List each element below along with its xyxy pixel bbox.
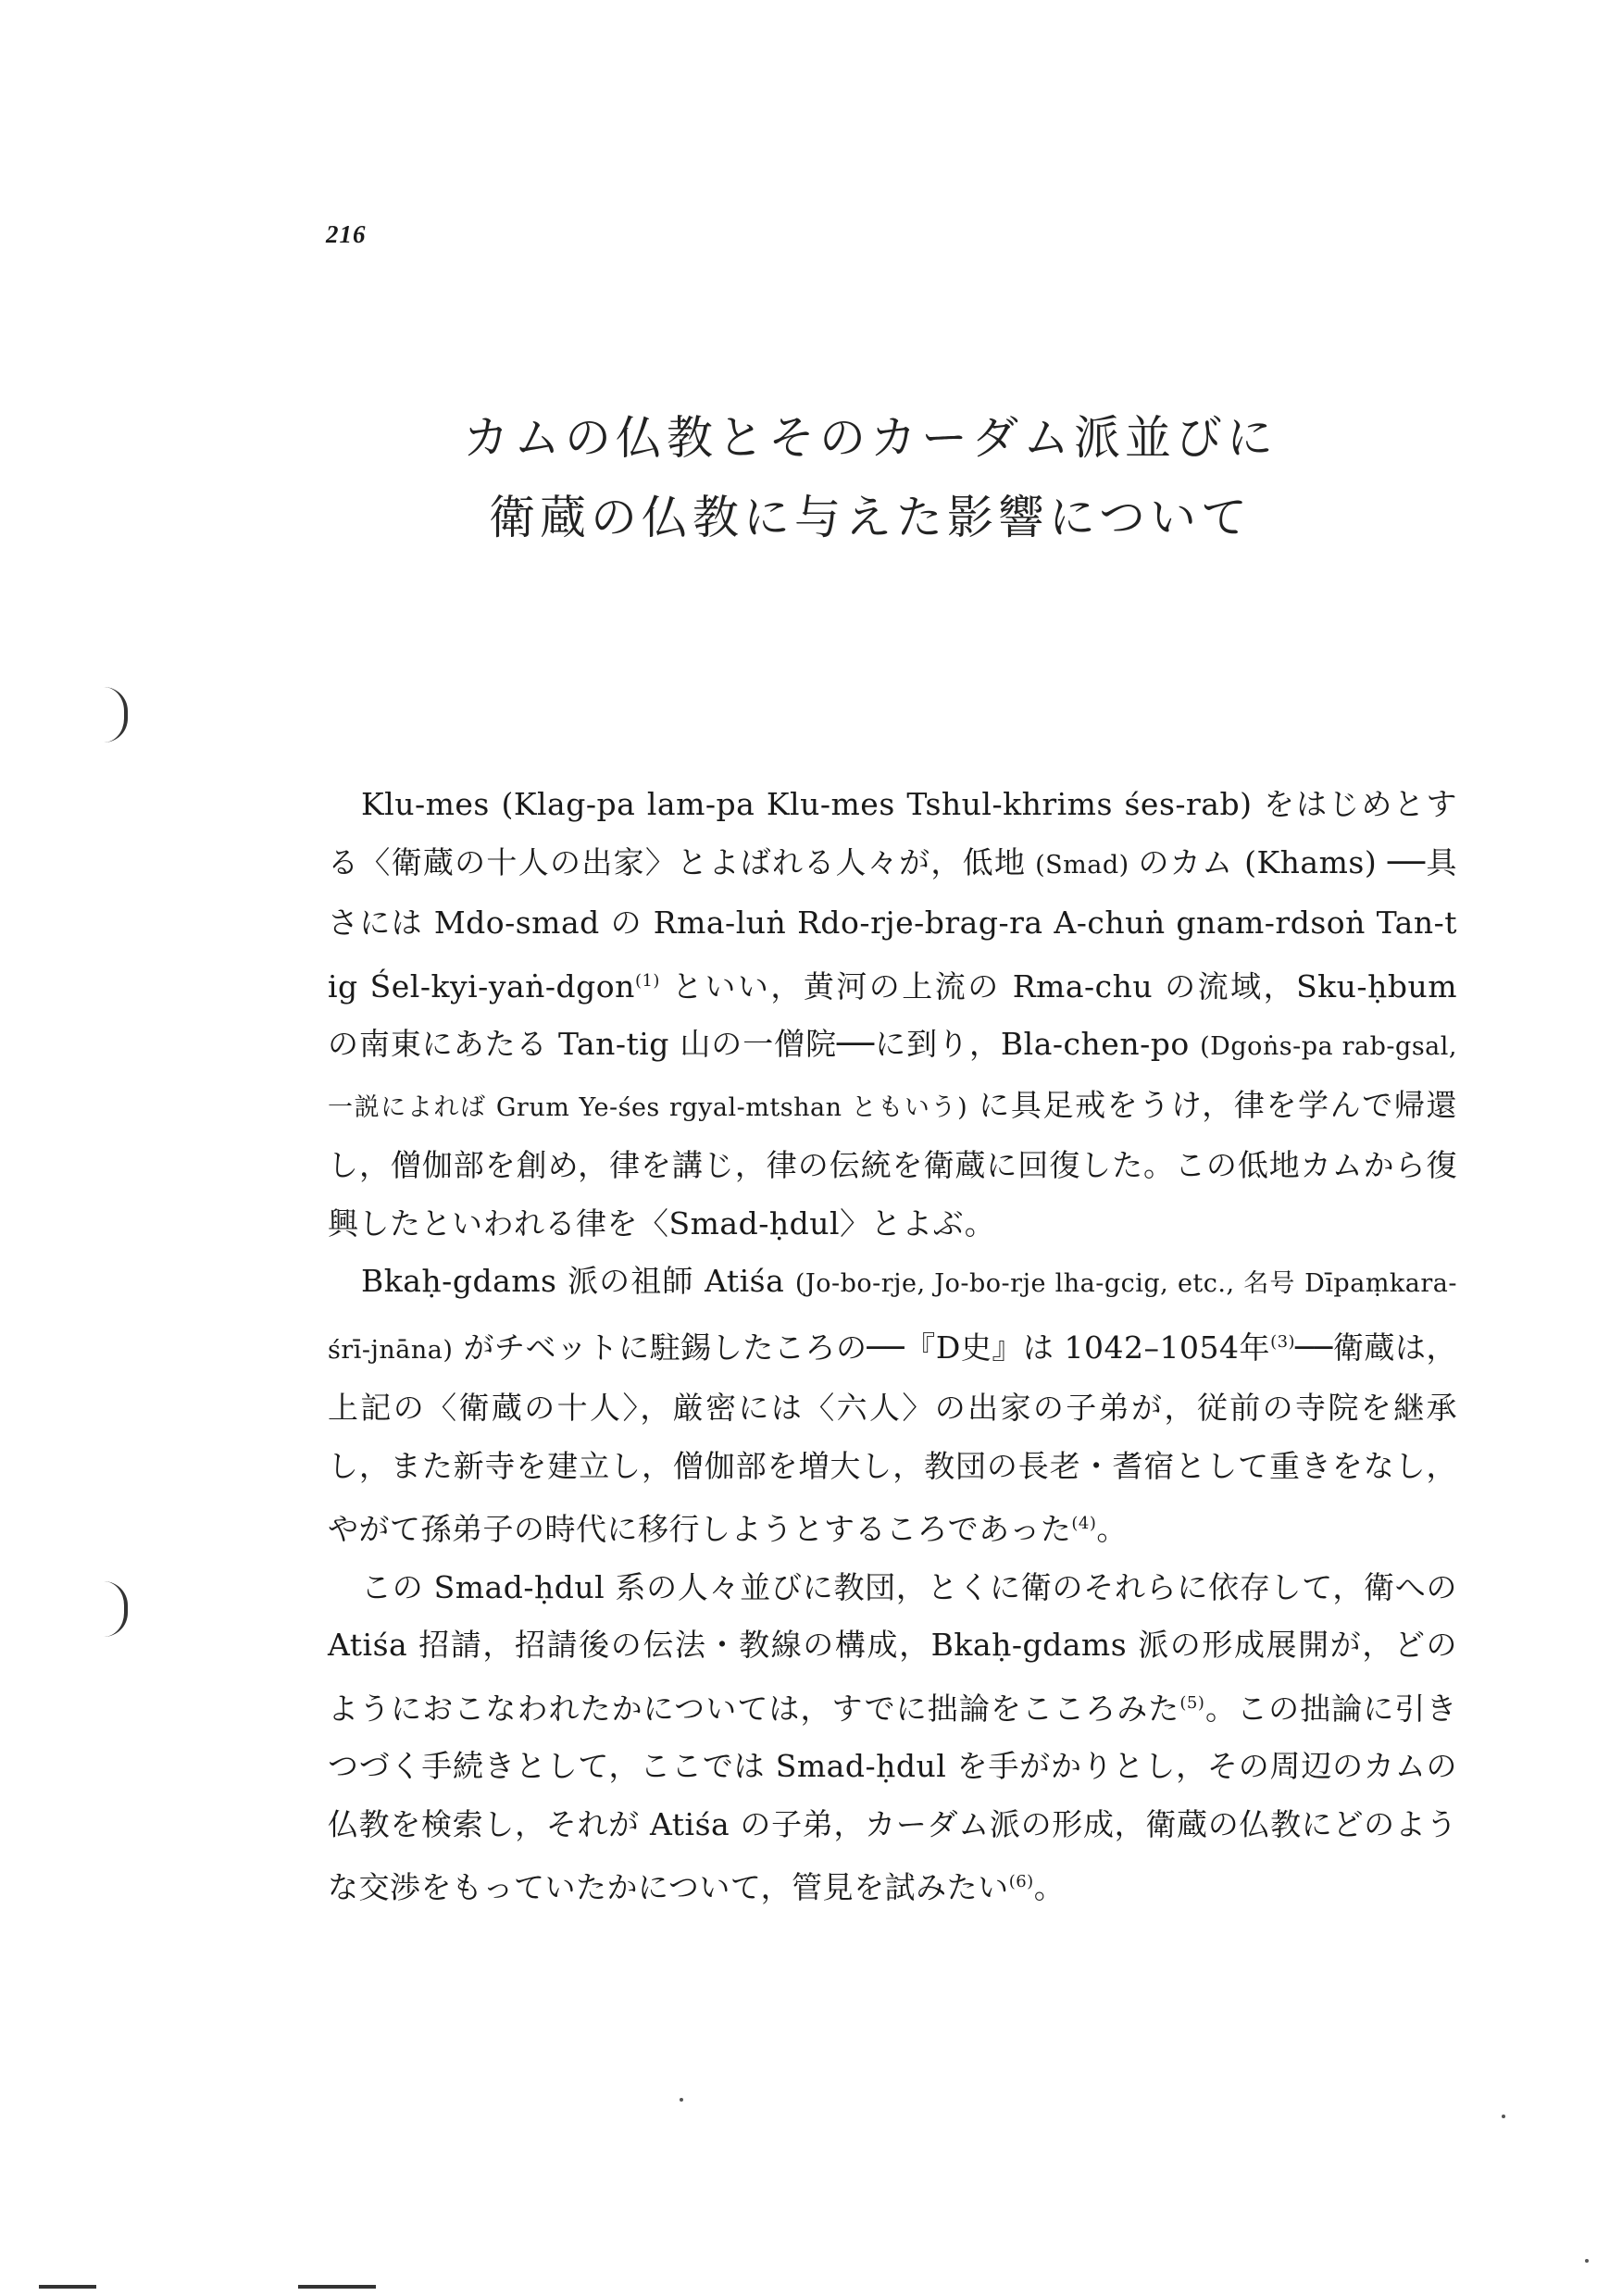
p2-text-a: Bkaḥ-gdams 派の祖師 Atiśa	[361, 1263, 795, 1299]
footnote-ref-3: (3)	[1270, 1331, 1296, 1352]
footnote-ref-1: (1)	[634, 970, 660, 991]
scan-speck	[1585, 2259, 1589, 2263]
scan-edge-mark-center	[298, 2285, 376, 2289]
p1-text-a: Klu-mes (Klag-pa lam-pa Klu-mes Tshul-khrims śes-rab) をはじめとする〈衛蔵の十人の出家〉とよばれる人々が，低地	[328, 786, 1457, 880]
footnote-ref-4: (4)	[1071, 1514, 1097, 1533]
p2-text-d: 。	[1096, 1511, 1128, 1547]
scan-edge-mark-left	[39, 2285, 96, 2289]
paragraph-1	[328, 776, 1457, 1253]
page-number: 216	[326, 220, 367, 248]
p3-text-c: 。	[1033, 1869, 1066, 1905]
binding-mark-lower	[104, 1581, 128, 1637]
article-title	[407, 398, 1333, 557]
footnote-ref-6: (6)	[1008, 1872, 1034, 1891]
binding-mark-upper	[104, 687, 128, 742]
title-line-1: カムの仏教とそのカーダム派並びに	[463, 411, 1278, 465]
p1-text-d: に具足戒をうけ，律を学んで帰還し，僧伽部を創め，律を講じ，律の伝統を衛蔵に回復した。この低地カムから復興したといわれる律を〈Smad-ḥdul〉とよぶ。	[328, 1086, 1457, 1242]
paragraph-2	[328, 1253, 1457, 1559]
p3-text-b: 。この拙論に引きつづく手続きとして，ここでは Smad-ḥdul を手がかりとし，その周辺のカムの仏教を検索し，それが Atiśa の子弟，カーダム派の形成，衛蔵の仏教にどのような交渉をもっていたかについて，管見を試みたい	[328, 1690, 1457, 1905]
p2-text-b: がチベットに駐錫したころの──『D史』は 1042–1054年	[453, 1329, 1271, 1366]
p1-text-b: のカム (Khams) ──具さには Mdo-smad の Rma-luṅ Rdo-rje-brag-ra A-chuṅ gnam-rdsoṅ Tan-tig Śel-kyi-yaṅ-dgon	[328, 843, 1457, 1004]
paragraph-3	[328, 1559, 1457, 1917]
article-body	[328, 776, 1457, 1917]
scan-speck	[680, 2098, 683, 2102]
p2-atisa-gloss: (Jo-bo-rje, Jo-bo-rje lha-gcig, etc., 名号 Dīpaṃkara-śrī-jnāna)	[328, 1269, 1458, 1365]
p3-text-a: この Smad-ḥdul 系の人々並びに教団，とくに衛のそれらに依存して，衛への Atiśa 招請，招請後の伝法・教線の構成，Bkaḥ-gdams 派の形成展開が，どのようにおこなわれたかについては，すでに拙論をこころみた	[328, 1568, 1457, 1727]
p2-text-c: ──衛蔵は，上記の〈衛蔵の十人〉，厳密には〈六人〉の出家の子弟が，従前の寺院を継承し，また新寺を建立し，僧伽部を増大し，教団の長老・耆宿として重きをなし，やがて孫弟子の時代に移行しようとするころであった	[328, 1329, 1458, 1547]
p1-bla-chen-po-gloss: (Dgoṅs-pa rab-gsal, 一説によれば Grum Ye-śes rgyal-mtshan ともいう)	[328, 1032, 1457, 1122]
p1-smad-gloss: (Smad)	[1026, 850, 1139, 880]
footnote-ref-5: (5)	[1179, 1692, 1205, 1713]
p1-text-c: といい，黄河の上流の Rma-chu の流域，Sku-ḥbum の南東にあたる Tan-tig 山の一僧院──に到り，Bla-chen-po	[328, 967, 1457, 1062]
title-line-2: 衛蔵の仏教に与えた影響について	[489, 491, 1252, 544]
scan-speck	[1502, 2115, 1505, 2118]
